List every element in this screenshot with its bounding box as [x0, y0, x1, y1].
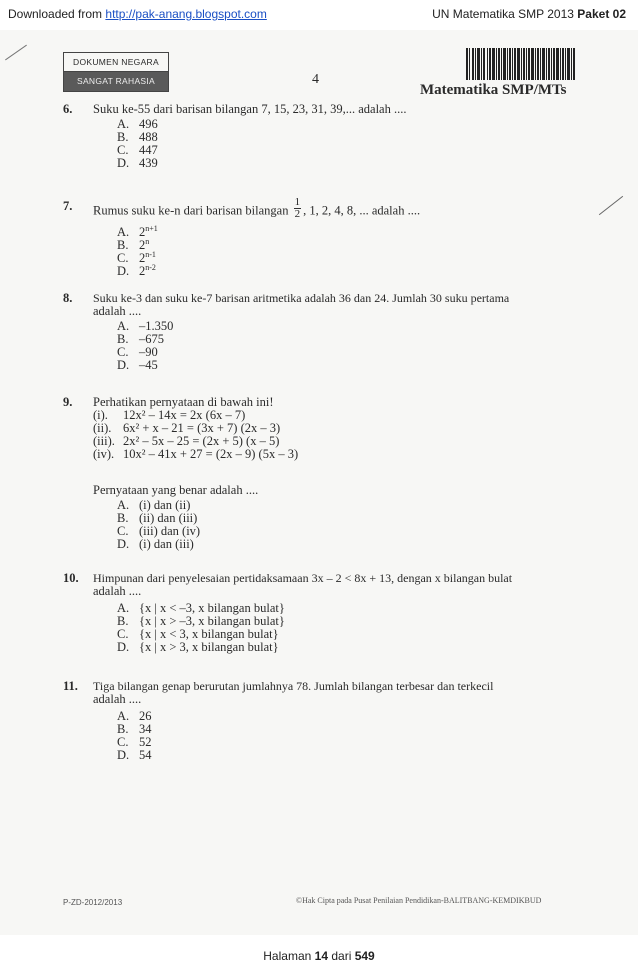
pagination-separator: dari: [331, 949, 352, 963]
statements-list: [93, 409, 298, 461]
question-text-line2: adalah ....: [93, 304, 142, 318]
option-c: C. 447: [117, 143, 158, 157]
options-list: [117, 499, 200, 551]
question-number: 8.: [63, 291, 73, 305]
option-b: B. {x | x > –3, x bilangan bulat}: [117, 614, 285, 628]
option-b: B. 2$^n$: [117, 237, 150, 253]
copyright-notice: ©Hak Cipta pada Pusat Penilaian Pendidikan-BALITBANG-KEMDIKBUD: [296, 896, 542, 905]
question-text: Rumus suku ke-n dari barisan bilangan $\frac{1}{2}$ , 1, 2, 4, 8, ... adalah ....: [93, 196, 421, 220]
scan-mark: [5, 45, 27, 61]
option-a: A. {x | x < –3, x bilangan bulat}: [117, 601, 285, 615]
option-b: B. 488: [117, 130, 158, 144]
question-text-line1: Suku ke-3 dan suku ke-7 barisan aritmetika adalah 36 dan 24. Jumlah 30 suku pertama: [93, 291, 510, 305]
option-b: B. 34: [117, 722, 152, 736]
question-text-line1: Tiga bilangan genap berurutan jumlahnya 78. Jumlah bilangan terbesar dan terkecil: [93, 679, 494, 693]
doc-box-line1: DOKUMEN NEGARA: [64, 53, 168, 72]
document-code: P-ZD-2012/2013: [63, 898, 123, 907]
download-source: [8, 7, 267, 21]
option-d: D. –45: [117, 358, 158, 372]
question-text-line2: adalah ....: [93, 584, 142, 598]
option-c: C. {x | x < 3, x bilangan bulat}: [117, 627, 279, 641]
pagination-footer: [0, 935, 638, 979]
options-list: [117, 710, 152, 762]
download-header: [0, 0, 638, 30]
exam-title-text: UN Matematika SMP 2013: [432, 7, 574, 21]
option-d: D. 439: [117, 156, 158, 170]
pagination-text: [0, 949, 638, 963]
question-prompt: Pernyataan yang benar adalah ....: [93, 483, 259, 497]
option-a: A. (i) dan (ii): [117, 498, 191, 512]
question-text: Perhatikan pernyataan di bawah ini!: [93, 395, 274, 409]
pagination-prefix: Halaman: [263, 949, 312, 963]
fraction: $\frac{1}{2}$: [294, 196, 301, 220]
statement-iii: (iii). 2x² – 5x – 25 = (2x + 5) (x – 5): [93, 434, 280, 448]
source-link[interactable]: http://pak-anang.blogspot.com: [105, 7, 267, 21]
statement-iv: (iv). 10x² – 41x + 27 = (2x – 9) (5x – 3): [93, 447, 299, 461]
subject-title: Matematika SMP/MTs: [420, 82, 567, 98]
option-c: C. 52: [117, 735, 152, 749]
question-text-line2: adalah ....: [93, 692, 142, 706]
scan-mark: [599, 196, 623, 215]
question-text-line1: Himpunan dari penyelesaian pertidaksamaan 3x – 2 < 8x + 13, dengan x bilangan bulat: [93, 571, 513, 585]
question-number: 7.: [63, 199, 73, 213]
doc-box-line2: SANGAT RAHASIA: [64, 72, 168, 91]
statement-i: (i). 12x² – 14x = 2x (6x – 7): [93, 408, 246, 422]
question-number: 10.: [63, 571, 79, 585]
question-number: 6.: [63, 102, 73, 116]
option-d: D. (i) dan (iii): [117, 537, 194, 551]
question-number: 11.: [63, 679, 78, 693]
pagination-current: 14: [314, 949, 328, 963]
question-text: Suku ke-55 dari barisan bilangan 7, 15, 23, 31, 39,... adalah ....: [93, 102, 407, 116]
option-a: A. $2^{n+1}$: [117, 224, 158, 240]
options-list: [117, 222, 158, 279]
option-d: D. 2$^{n-2}$: [117, 263, 156, 279]
options-list: [117, 118, 158, 170]
option-a: A. –1.350: [117, 319, 174, 333]
option-b: B. –675: [117, 332, 164, 346]
pagination-total: 549: [354, 949, 375, 963]
options-list: [117, 320, 173, 372]
option-c: C. (iii) dan (iv): [117, 524, 201, 538]
option-a: A. 26: [117, 709, 152, 723]
options-list: [117, 602, 285, 654]
option-a: A. 496: [117, 117, 158, 131]
option-b: B. (ii) dan (iii): [117, 511, 198, 525]
option-c: C. –90: [117, 345, 158, 359]
document-classification-box: [63, 52, 169, 92]
scanned-page: [0, 30, 638, 935]
statement-ii: (ii). 6x² + x – 21 = (3x + 7) (2x – 3): [93, 421, 281, 435]
exam-title: [432, 7, 626, 21]
option-d: D. 54: [117, 748, 152, 762]
option-d: D. {x | x > 3, x bilangan bulat}: [117, 640, 279, 654]
barcode-image: [466, 48, 576, 80]
option-c: C. 2$^{n-1}$: [117, 250, 156, 266]
question-number: 9.: [63, 395, 73, 409]
download-prefix: Downloaded from: [8, 7, 103, 21]
page-number: 4: [312, 72, 319, 87]
exam-paket: Paket 02: [577, 7, 626, 21]
